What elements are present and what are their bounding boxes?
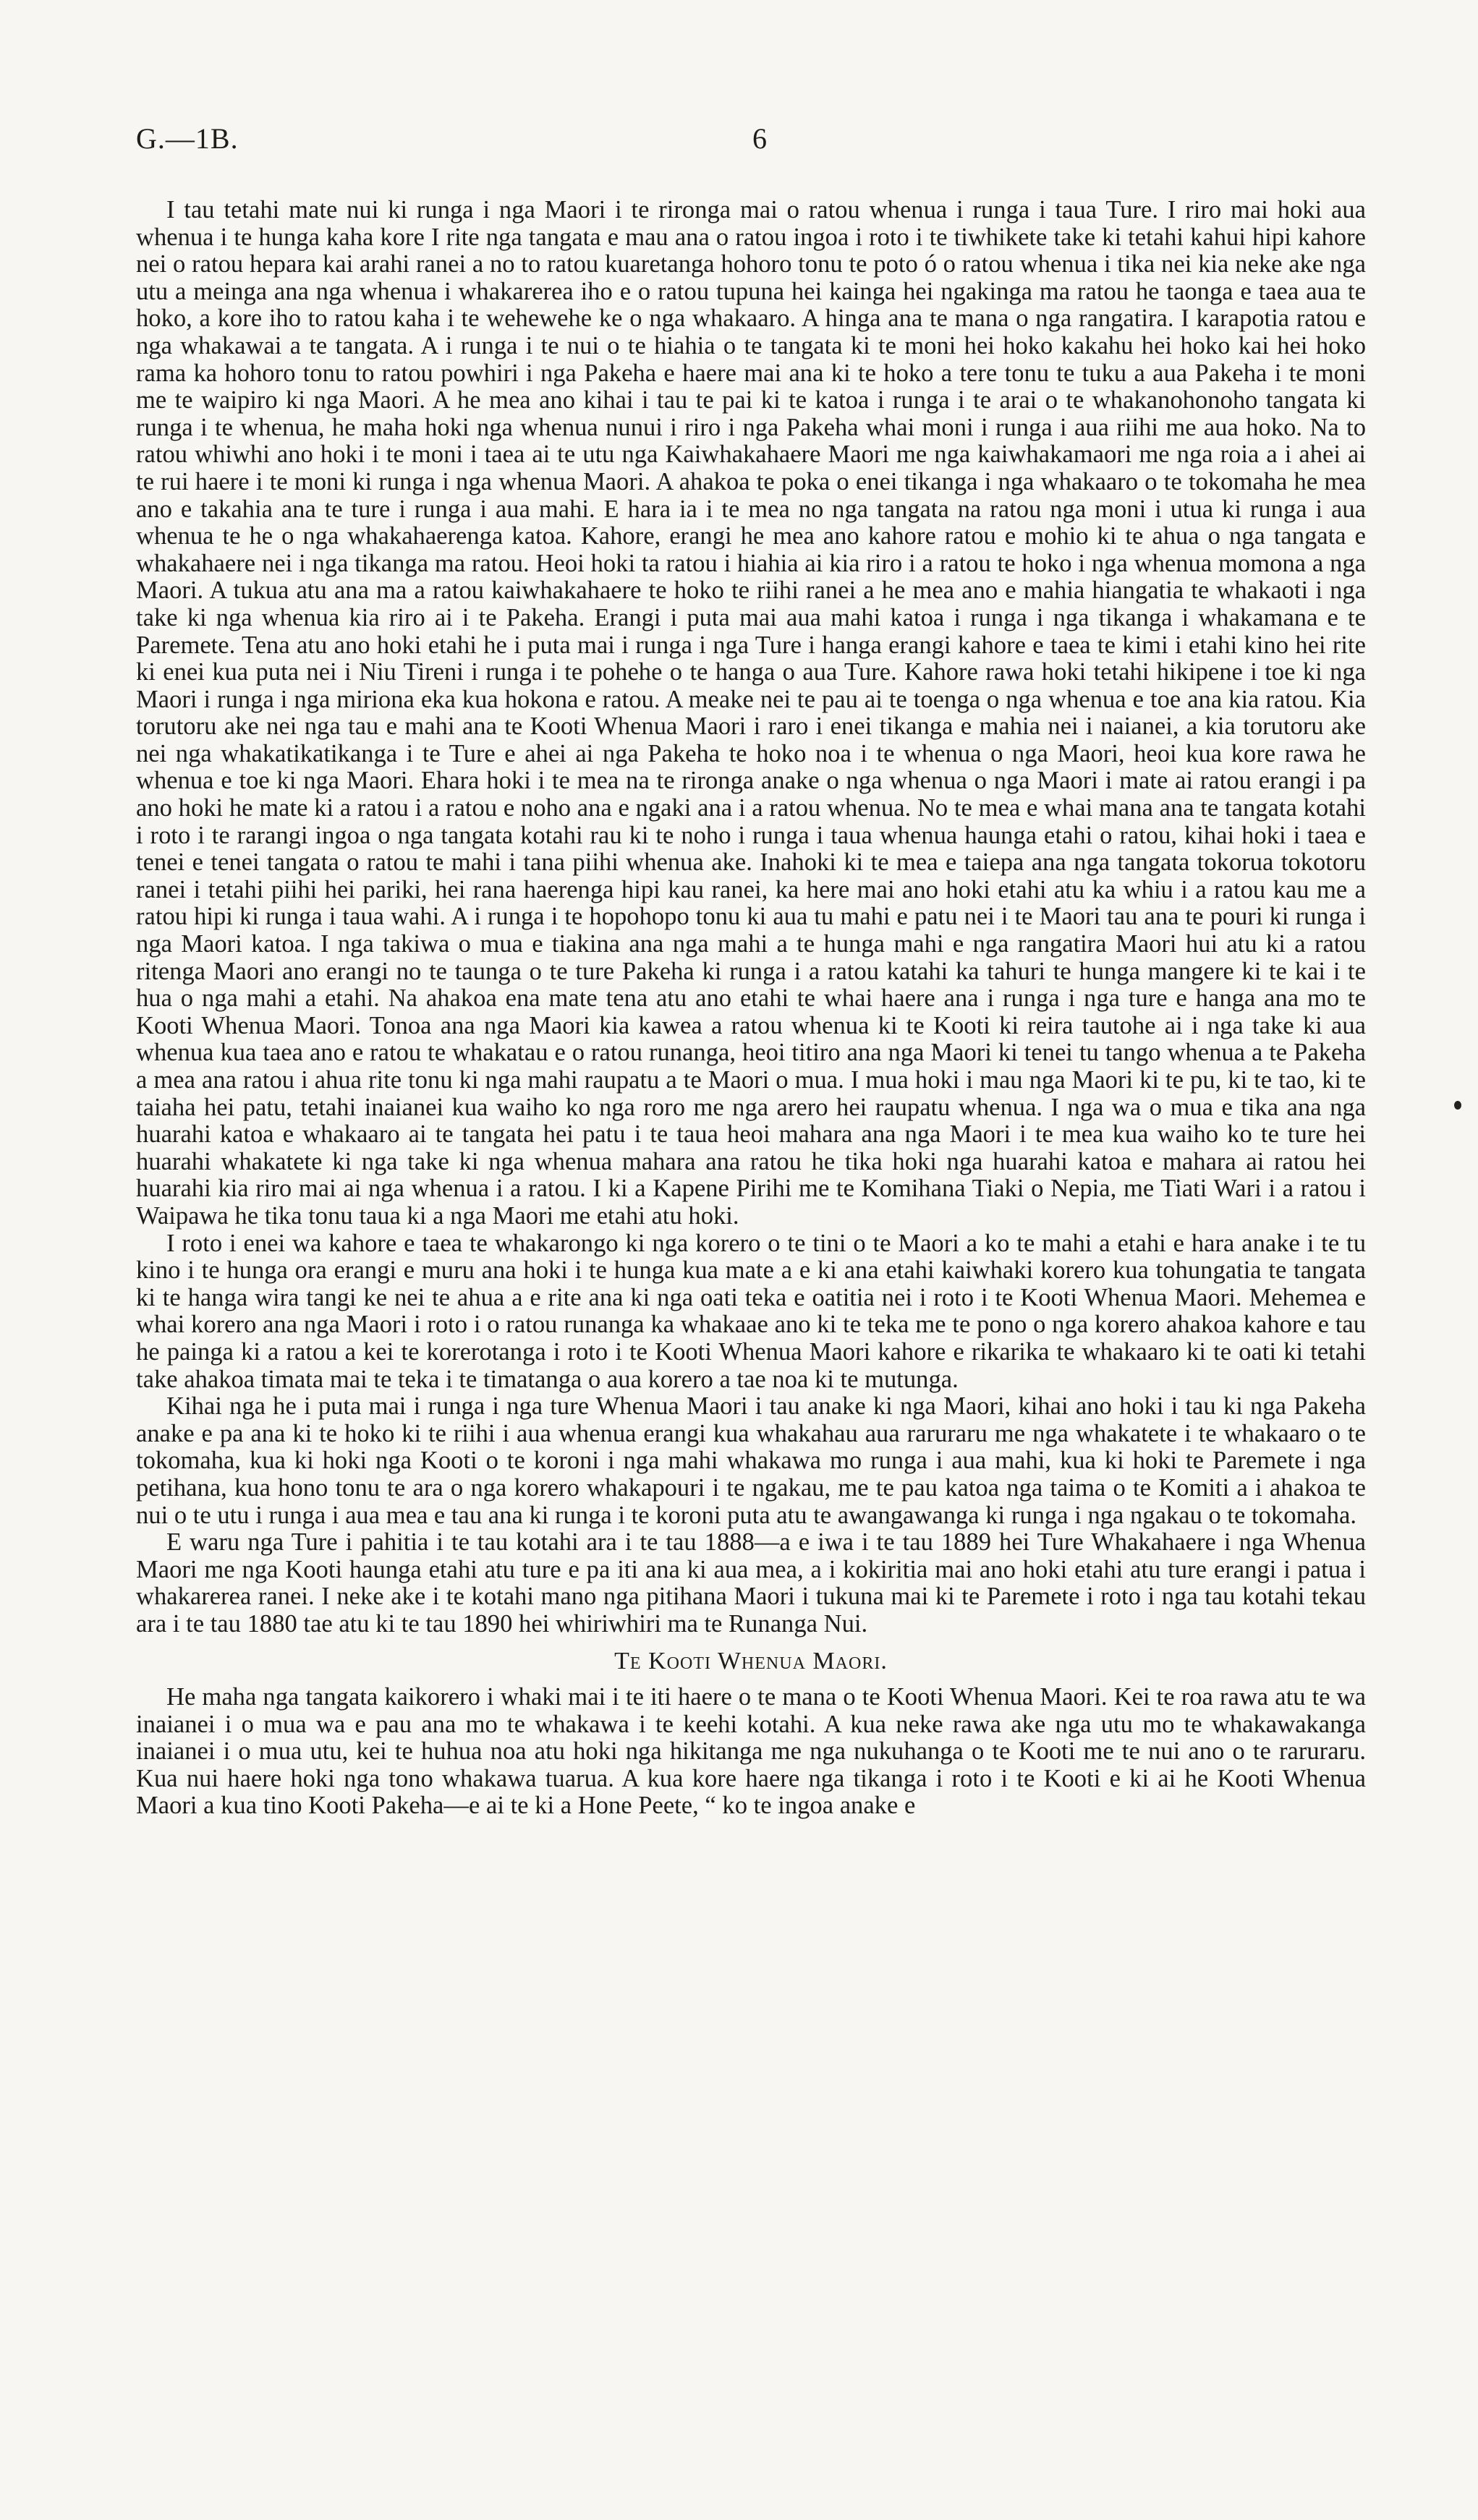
section-paragraph: He maha nga tangata kaikorero i whaki mai i te iti haere o te mana o te Kooti Whenua Maori. Kei te roa rawa atu te wa inaianei i o mua wa e pau ana mo te whakawa i te keehi kotahi. A kua neke rawa ake nga utu mo te whakawakanga inaianei i o mua utu, kei te huhua noa atu hoki nga hikitanga me nga nukuhanga o te Kooti me te nui ano o te raruraru. Kua nui haere hoki nga tono whakawa tuarua. A kua kore haere nga tikanga i roto i te Kooti e ki ai he Kooti Whenua Maori a kua tino Kooti Pakeha—e ai te ki a Hone Peete, “ ko te ingoa anake e <box>136 1683 1366 1820</box>
page-number: 6 <box>752 122 767 155</box>
paragraph-1: I tau tetahi mate nui ki runga i nga Maori i te rironga mai o ratou whenua i runga i taua Ture. I riro mai hoki aua whenua i te hunga kaha kore I rite nga tangata e mau ana o ratou ingoa i roto i te tiwhikete take ki tetahi kahui hipi kahore nei o ratou hepara kai arahi ranei a no to ratou kuaretanga hohoro tonu te poto ó o ratou whenua i tika nei kia neke ake nga utu a meinga ana nga whenua i whakarerea iho e o ratou tupuna hei kainga hei ngakinga ma ratou he taonga e taea aua te hoko, a kore iho to ratou kaha i te wehewehe ke o nga whakaaro. A hinga ana te mana o nga rangatira. I karapotia ratou e nga whakawai a te tangata. A i runga i te nui o te hiahia o te tangata ki te moni hei hoko kakahu hei hoko kai hei hoko rama ka hohoro tonu to ratou powhiri i nga Pakeha e haere mai ana ki te hoko a tere tonu te tuku a aua Pakeha i te moni me te waipiro ki nga Maori. A he mea ano kihai i tau te pai ki te katoa i runga i te arai o te whakanohonoho tangata ki runga i te whenua, he maha hoki nga whenua nunui i riro i nga Pakeha whai moni i runga i aua riihi me aua hoko. Na to ratou whiwhi ano hoki i te moni i taea ai te utu nga Kaiwhakahaere Maori me nga kaiwhakamaori me nga roia a i ahei ai te rui haere i te moni ki runga i nga whenua Maori. A ahakoa te poka o enei tikanga i nga whakaaro o te tokomaha he mea ano e takahia ana te ture i runga i aua mahi. E hara ia i te mea no nga tangata na ratou nga moni i utua ki runga i aua whenua te he o nga whakahaerenga katoa. Kahore, erangi he mea ano kahore ratou e mohio ki te ahua o nga tangata e whakahaere nei i nga tikanga ma ratou. Heoi hoki ta ratou i hiahia ai kia riro i a ratou te hoko i nga whenua momona a nga Maori. A tukua atu ana ma a ratou kaiwhakahaere te hoko te riihi ranei a he mea ano e mahia hiangatia te whakaoti i nga take ki nga whenua kia riro ai i te Pakeha. Erangi i puta mai aua mahi katoa i runga i nga tikanga i whakamana e te Paremete. Tena atu ano hoki etahi he i puta mai i runga i nga Ture i hanga erangi kahore e taea te kimi i etahi kino hei rite ki enei kua puta nei i Niu Tireni i runga i te pohehe o te hanga o aua Ture. Kahore rawa hoki tetahi hikipene i toe ki nga Maori i runga i nga miriona eka kua hokona e ratou. A meake nei te pau ai te toenga o nga whenua e toe ana kia ratou. Kia torutoru ake nei nga tau e mahi ana te Kooti Whenua Maori i raro i enei tikanga e mahia nei i naianei, a kia torutoru ake nei nga whakatikatikanga i te Ture e ahei ai nga Pakeha te hoko noa i te whenua o nga Maori, heoi kua kore rawa he whenua e toe ki nga Maori. Ehara hoki i te mea na te rironga anake o nga whenua o nga Maori i mate ai ratou erangi i pa ano hoki he mate ki a ratou i a ratou e noho ana e ngaki ana i a ratou whenua. No te mea e whai mana ana te tangata kotahi i roto i te rarangi ingoa o nga tangata kotahi rau ki te noho i runga i taua whenua haunga etahi o ratou, kihai hoki i taea e tenei e tenei tangata o ratou te mahi i tana piihi whenua ake. Inahoki ki te mea e taiepa ana nga tangata tokorua tokotoru ranei i tetahi piihi hei pariki, hei rana haerenga hipi kau ranei, ka here mai ano hoki etahi atu ka whiu i a ratou kau me a ratou hipi ki runga i taua wahi. A i runga i te hopohopo tonu ki aua tu mahi e patu nei i te Maori tau ana te pouri ki runga i nga Maori katoa. I nga takiwa o mua e tiakina ana nga mahi a te hunga mahi e nga rangatira Maori hui atu ki a ratou ritenga Maori ano erangi no te taunga o te ture Pakeha ki runga i a ratou katahi ka tahuri te hunga mangere ki te kai i te hua o nga mahi a etahi. Na ahakoa ena mate tena atu ano etahi te whai haere ana i runga i nga ture e hanga ana mo te Kooti Whenua Maori. Tonoa ana nga Maori kia kawea a ratou whenua ki te Kooti ki reira tautohe ai i nga take ki aua whenua kua taea ano e ratou te whakatau e o ratou runanga, heoi titiro ana nga Maori ki tenei tu tango whenua a te Pakeha a mea ana ratou i ahua rite tonu ki nga mahi raupatu a te Maori o mua. I mua hoki i mau nga Maori ki te pu, ki te tao, ki te taiaha hei patu, tetahi inaianei kua waiho ko nga roro me nga arero hei raupatu whenua. I nga wa o mua e tika ana nga huarahi katoa e whakaaro ai te tangata hei patu i te taua heoi mahara ana nga Maori i te mea kua waiho ko te ture hei huarahi whakatete ki nga take ki nga whenua mahara ana ratou he tika hoki nga huarahi katoa e mahara ai ratou hei huarahi kia riro mai ai nga whenua i a ratou. I ki a Kapene Pirihi me te Komihana Tiaki o Nepia, me Tiati Wari i a ratou i Waipawa he tika tonu taua ki a nga Maori me etahi atu hoki. <box>136 196 1366 1230</box>
paragraph-4: E waru nga Ture i pahitia i te tau kotahi ara i te tau 1888—a e iwa i te tau 1889 hei Ture Whakahaere i nga Whenua Maori me nga Kooti haunga etahi atu ture e pa iti ana ki aua mea, a i kokiritia mai ano hoki etahi atu ture erangi i patua i whakarerea ranei. I neke ake i te kotahi mano nga pitihana Maori i tukuna mai ki te Paremete i roto i nga tau kotahi tekau ara i te tau 1880 tae atu ki te tau 1890 hei whiriwhiri ma te Runanga Nui. <box>136 1528 1366 1638</box>
page-header <box>136 122 1351 172</box>
paragraph-3: Kihai nga he i puta mai i runga i nga ture Whenua Maori i tau anake ki nga Maori, kihai ano hoki i tau ki nga Pakeha anake e pa ana ki te hoko ki te riihi i aua whenua erangi kua whakahau aua raruraru me nga whakatete i te whakaaro o te tokomaha, kua ki hoki nga Kooti o te koroni i nga mahi whakawa mo runga i aua mahi, kua ki hoki te Paremete i nga petihana, kua hono tonu te ara o nga korero whakapouri i te ngakau, me te pau katoa nga taima o te Komiti a i ahakoa te nui o te utu i runga i aua mea e tau ana ki runga i te koroni puta atu te awangawanga ki runga i nga ngakau o te tokomaha. <box>136 1392 1366 1529</box>
paragraph-2: I roto i enei wa kahore e taea te whakarongo ki nga korero o te tini o te Maori a ko te mahi a etahi e hara anake i te tu kino i te hunga ora erangi e muru ana hoki i te hunga kua mate a e ki ana etahi kaiwhaki korero kua tohungatia te tangata ki te hanga wira tangi ke nei te ahua a e rite ana ki nga oati teka e oatitia nei i roto i te Kooti Whenua Maori. Mehemea e whai korero ana nga Maori i roto i o ratou runanga ka whakaae ano ki te teka me te pono o nga korero ahakoa kahore e tau he painga ki a ratou a kei te korerotanga i roto i te Kooti Whenua Maori kahore e rikarika te whakaaro ki te oati ki tetahi take ahakoa timata mai te teka i te timatanga o aua korero a tae noa ki te mutunga. <box>136 1229 1366 1393</box>
section-heading: Te Kooti Whenua Maori. <box>614 1648 888 1675</box>
body-text <box>136 197 1366 1820</box>
margin-dot-mark <box>1454 1101 1461 1110</box>
document-reference: G.—1B. <box>136 122 239 155</box>
